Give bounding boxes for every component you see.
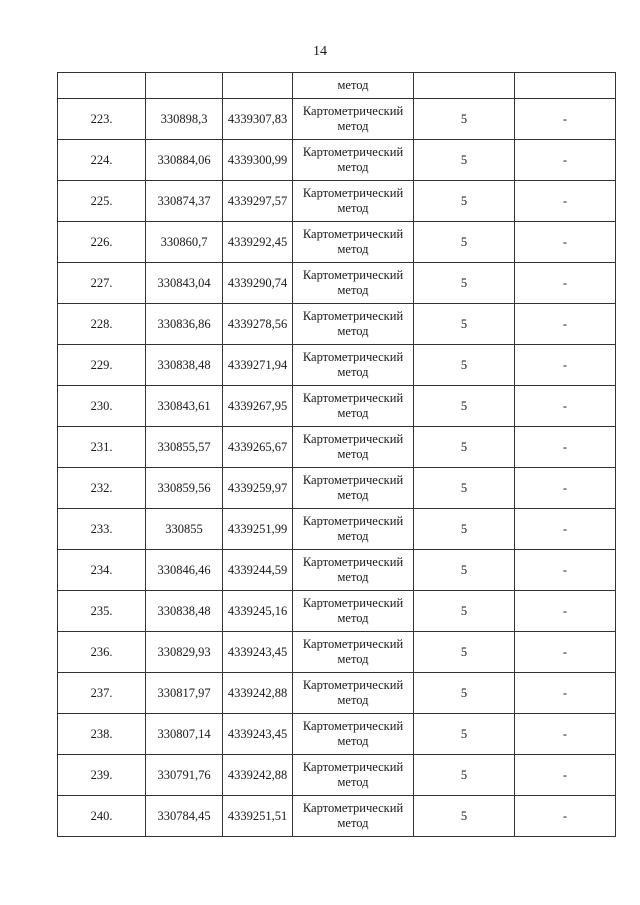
method-line-2: метод [337,775,369,789]
cell-y-coordinate: 4339307,83 [223,99,293,140]
cell-x-coordinate: 330843,04 [146,263,223,304]
method-line-2: метод [337,693,369,707]
cell-y-coordinate: 4339243,45 [223,632,293,673]
cell-x-coordinate: 330884,06 [146,140,223,181]
table-row [58,755,616,796]
method-line-2: метод [337,611,369,625]
table-row [58,263,616,304]
cell-accuracy: 5 [414,714,515,755]
cell-point-number: 226. [58,222,146,263]
cell-accuracy: 5 [414,386,515,427]
method-line-1: Картометрический [302,145,404,159]
cell-description: - [515,714,616,755]
method-line-2: метод [337,529,369,543]
method-line-2: метод [337,242,369,256]
cell-x-coordinate [146,73,223,99]
cell-method: метод [293,73,414,99]
cell-method [293,673,414,714]
table-row [58,509,616,550]
cell-method [293,632,414,673]
cell-description: - [515,140,616,181]
cell-y-coordinate: 4339297,57 [223,181,293,222]
cell-accuracy: 5 [414,427,515,468]
table-row [58,632,616,673]
cell-y-coordinate: 4339290,74 [223,263,293,304]
cell-method [293,591,414,632]
cell-description: - [515,755,616,796]
method-line-2: метод [337,365,369,379]
cell-point-number: 236. [58,632,146,673]
table-row [58,673,616,714]
cell-description: - [515,468,616,509]
cell-point-number: 227. [58,263,146,304]
cell-method [293,714,414,755]
cell-description: - [515,632,616,673]
cell-y-coordinate: 4339271,94 [223,345,293,386]
cell-x-coordinate: 330836,86 [146,304,223,345]
table-row [58,222,616,263]
cell-accuracy: 5 [414,673,515,714]
cell-accuracy: 5 [414,345,515,386]
method-line-1: Картометрический [302,309,404,323]
cell-point-number: 238. [58,714,146,755]
cell-description: - [515,263,616,304]
cell-description: - [515,550,616,591]
table-row [58,714,616,755]
cell-accuracy: 5 [414,509,515,550]
method-line-1: Картометрический [302,391,404,405]
method-line-1: Картометрический [302,473,404,487]
cell-point-number: 229. [58,345,146,386]
cell-accuracy: 5 [414,755,515,796]
method-line-1: Картометрический [302,637,404,651]
cell-y-coordinate [223,73,293,99]
cell-point-number: 232. [58,468,146,509]
method-line-2: метод [337,816,369,830]
table-row [58,550,616,591]
cell-x-coordinate: 330859,56 [146,468,223,509]
cell-method [293,386,414,427]
cell-x-coordinate: 330846,46 [146,550,223,591]
table-row [58,181,616,222]
cell-y-coordinate: 4339278,56 [223,304,293,345]
cell-description: - [515,345,616,386]
cell-y-coordinate: 4339265,67 [223,427,293,468]
cell-accuracy: 5 [414,796,515,837]
method-line-1: Картометрический [302,186,404,200]
table-row [58,140,616,181]
coordinates-table-body [58,73,616,837]
cell-description: - [515,99,616,140]
cell-point-number: 225. [58,181,146,222]
cell-accuracy: 5 [414,591,515,632]
method-line-1: Картометрический [302,719,404,733]
cell-method [293,222,414,263]
method-line-1: Картометрический [302,801,404,815]
method-line-1: Картометрический [302,555,404,569]
cell-y-coordinate: 4339292,45 [223,222,293,263]
method-line-2: метод [337,734,369,748]
method-line-1: Картометрический [302,268,404,282]
cell-x-coordinate: 330838,48 [146,591,223,632]
method-line-2: метод [337,447,369,461]
cell-description: - [515,181,616,222]
cell-y-coordinate: 4339267,95 [223,386,293,427]
method-line-1: Картометрический [302,432,404,446]
cell-point-number: 231. [58,427,146,468]
cell-x-coordinate: 330843,61 [146,386,223,427]
cell-accuracy: 5 [414,304,515,345]
cell-point-number: 235. [58,591,146,632]
table-row [58,386,616,427]
cell-y-coordinate: 4339243,45 [223,714,293,755]
method-line-1: Картометрический [302,104,404,118]
cell-point-number: 240. [58,796,146,837]
cell-method [293,304,414,345]
cell-description: - [515,427,616,468]
cell-point-number: 228. [58,304,146,345]
method-line-1: Картометрический [302,596,404,610]
table-row [58,99,616,140]
cell-description [515,73,616,99]
method-line-1: Картометрический [302,678,404,692]
method-line-2: метод [337,570,369,584]
method-line-1: Картометрический [302,760,404,774]
method-line-2: метод [337,283,369,297]
cell-method [293,263,414,304]
cell-method [293,99,414,140]
cell-point-number: 237. [58,673,146,714]
method-line-1: Картометрический [302,350,404,364]
cell-accuracy: 5 [414,550,515,591]
page-number: 14 [313,44,327,59]
cell-y-coordinate: 4339242,88 [223,755,293,796]
cell-y-coordinate: 4339259,97 [223,468,293,509]
cell-description: - [515,509,616,550]
cell-y-coordinate: 4339251,99 [223,509,293,550]
cell-description: - [515,673,616,714]
cell-description: - [515,386,616,427]
cell-x-coordinate: 330874,37 [146,181,223,222]
table-row [58,304,616,345]
cell-description: - [515,796,616,837]
method-line-2: метод [337,119,369,133]
cell-point-number [58,73,146,99]
cell-method [293,181,414,222]
cell-x-coordinate: 330829,93 [146,632,223,673]
method-line-1: Картометрический [302,514,404,528]
cell-accuracy: 5 [414,263,515,304]
table-row [58,468,616,509]
cell-x-coordinate: 330898,3 [146,99,223,140]
table-row [58,345,616,386]
cell-y-coordinate: 4339242,88 [223,673,293,714]
method-line-2: метод [337,652,369,666]
cell-y-coordinate: 4339300,99 [223,140,293,181]
cell-description: - [515,222,616,263]
cell-method [293,345,414,386]
cell-method [293,509,414,550]
cell-accuracy: 5 [414,99,515,140]
cell-method [293,796,414,837]
method-line-2: метод [337,406,369,420]
method-line-2: метод [337,160,369,174]
method-line-2: метод [337,201,369,215]
cell-x-coordinate: 330807,14 [146,714,223,755]
cell-point-number: 230. [58,386,146,427]
cell-x-coordinate: 330784,45 [146,796,223,837]
cell-x-coordinate: 330855 [146,509,223,550]
table-row [58,796,616,837]
method-line-2: метод [337,488,369,502]
table-row [58,427,616,468]
cell-accuracy: 5 [414,222,515,263]
cell-accuracy: 5 [414,181,515,222]
cell-x-coordinate: 330838,48 [146,345,223,386]
cell-method [293,140,414,181]
cell-method [293,755,414,796]
method-line-2: метод [337,324,369,338]
continuation-row [58,73,616,99]
method-line-1: Картометрический [302,227,404,241]
cell-point-number: 239. [58,755,146,796]
cell-method [293,550,414,591]
cell-point-number: 233. [58,509,146,550]
cell-method [293,427,414,468]
cell-point-number: 234. [58,550,146,591]
cell-description: - [515,591,616,632]
cell-accuracy: 5 [414,632,515,673]
cell-y-coordinate: 4339245,16 [223,591,293,632]
cell-accuracy: 5 [414,468,515,509]
cell-accuracy: 5 [414,140,515,181]
cell-method [293,468,414,509]
cell-x-coordinate: 330860,7 [146,222,223,263]
cell-y-coordinate: 4339251,51 [223,796,293,837]
cell-accuracy [414,73,515,99]
table-row [58,591,616,632]
cell-point-number: 223. [58,99,146,140]
cell-point-number: 224. [58,140,146,181]
coordinates-table [57,72,616,837]
cell-x-coordinate: 330855,57 [146,427,223,468]
cell-x-coordinate: 330791,76 [146,755,223,796]
cell-description: - [515,304,616,345]
cell-y-coordinate: 4339244,59 [223,550,293,591]
cell-x-coordinate: 330817,97 [146,673,223,714]
